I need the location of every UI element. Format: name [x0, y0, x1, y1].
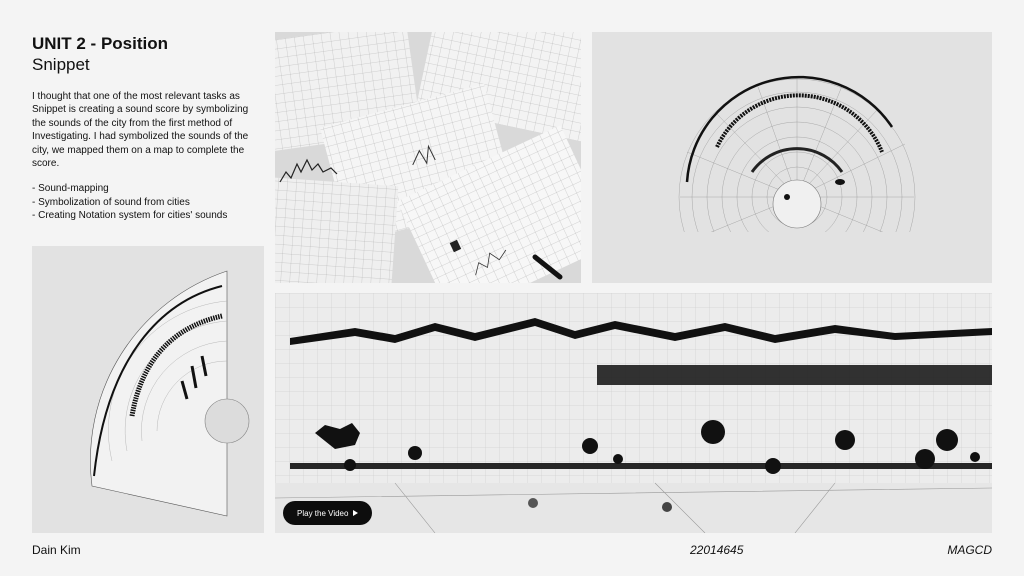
sketch-photo-image	[275, 32, 581, 283]
play-video-button[interactable]	[283, 501, 372, 525]
page-subtitle: Snippet	[32, 55, 90, 74]
circular-score-panel	[592, 32, 992, 283]
description-paragraph: I thought that one of the most relevant tasks as Snippet is creating a sound score by symbolizing the sounds of the city from the first method of Investigating. I had symbolized the sounds of the city, we mapped them on a map to complete the score.	[32, 91, 249, 170]
program-name: MAGCD	[947, 543, 992, 557]
play-video-label: Play the Video	[297, 508, 349, 518]
page-title: UNIT 2 - Position	[32, 34, 168, 53]
sketch-photo-panel	[275, 32, 581, 283]
description-block	[32, 90, 260, 223]
play-triangle-icon	[353, 510, 358, 516]
bullet-item: - Creating Notation system for cities' sounds	[32, 210, 228, 222]
bullet-list	[32, 182, 260, 222]
student-id: 22014645	[690, 543, 744, 557]
circular-score-detail-image	[32, 246, 264, 533]
linear-score-image	[275, 293, 992, 533]
bullet-item: - Sound-mapping	[32, 183, 109, 195]
circular-score-image	[592, 32, 992, 283]
circular-score-detail-panel	[32, 246, 264, 533]
bullet-item: - Symbolization of sound from cities	[32, 196, 190, 208]
author-name: Dain Kim	[32, 543, 81, 557]
linear-score-strip	[275, 293, 992, 533]
